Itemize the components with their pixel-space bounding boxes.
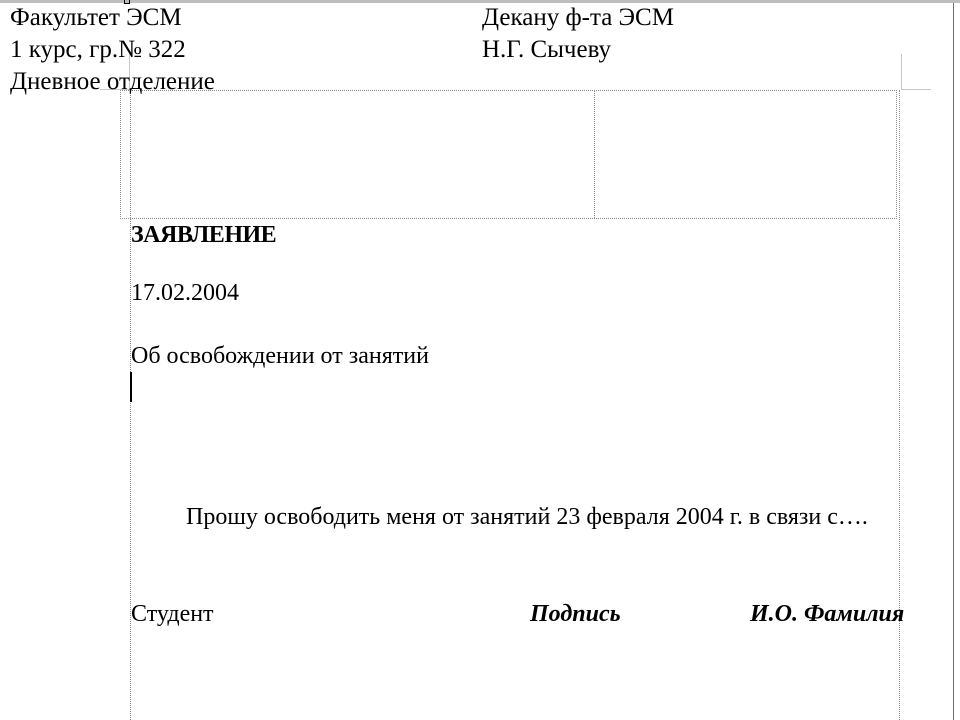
group-line: 1 курс, гр.№ 322 (10, 36, 186, 63)
crop-mark (901, 89, 931, 90)
faculty-line: Факультет ЭСМ (10, 4, 182, 31)
document-date: 17.02.2004 (131, 280, 239, 306)
header-right-cell[interactable] (482, 2, 674, 66)
department-line: Дневное отделение (10, 68, 215, 95)
addressee-line: Декану ф-та ЭСМ (482, 4, 674, 31)
footer-signature: Подпись (530, 601, 621, 627)
document-title: ЗАЯВЛЕНИЕ (131, 222, 277, 248)
window-right-border (953, 3, 954, 720)
text-cursor (130, 372, 132, 402)
header-table[interactable] (120, 90, 897, 219)
document-body: Прошу освободить меня от занятий 23 февраля 2004 г. в связи с…. (186, 504, 868, 530)
crop-mark (901, 54, 902, 90)
table-divider (594, 91, 596, 218)
footer-name: И.О. Фамилия (750, 601, 905, 627)
footer-role: Студент (131, 601, 214, 627)
addressee-name-line: Н.Г. Сычеву (482, 36, 612, 63)
header-left-cell[interactable] (10, 2, 215, 98)
document-subject: Об освобождении от занятий (131, 343, 429, 369)
